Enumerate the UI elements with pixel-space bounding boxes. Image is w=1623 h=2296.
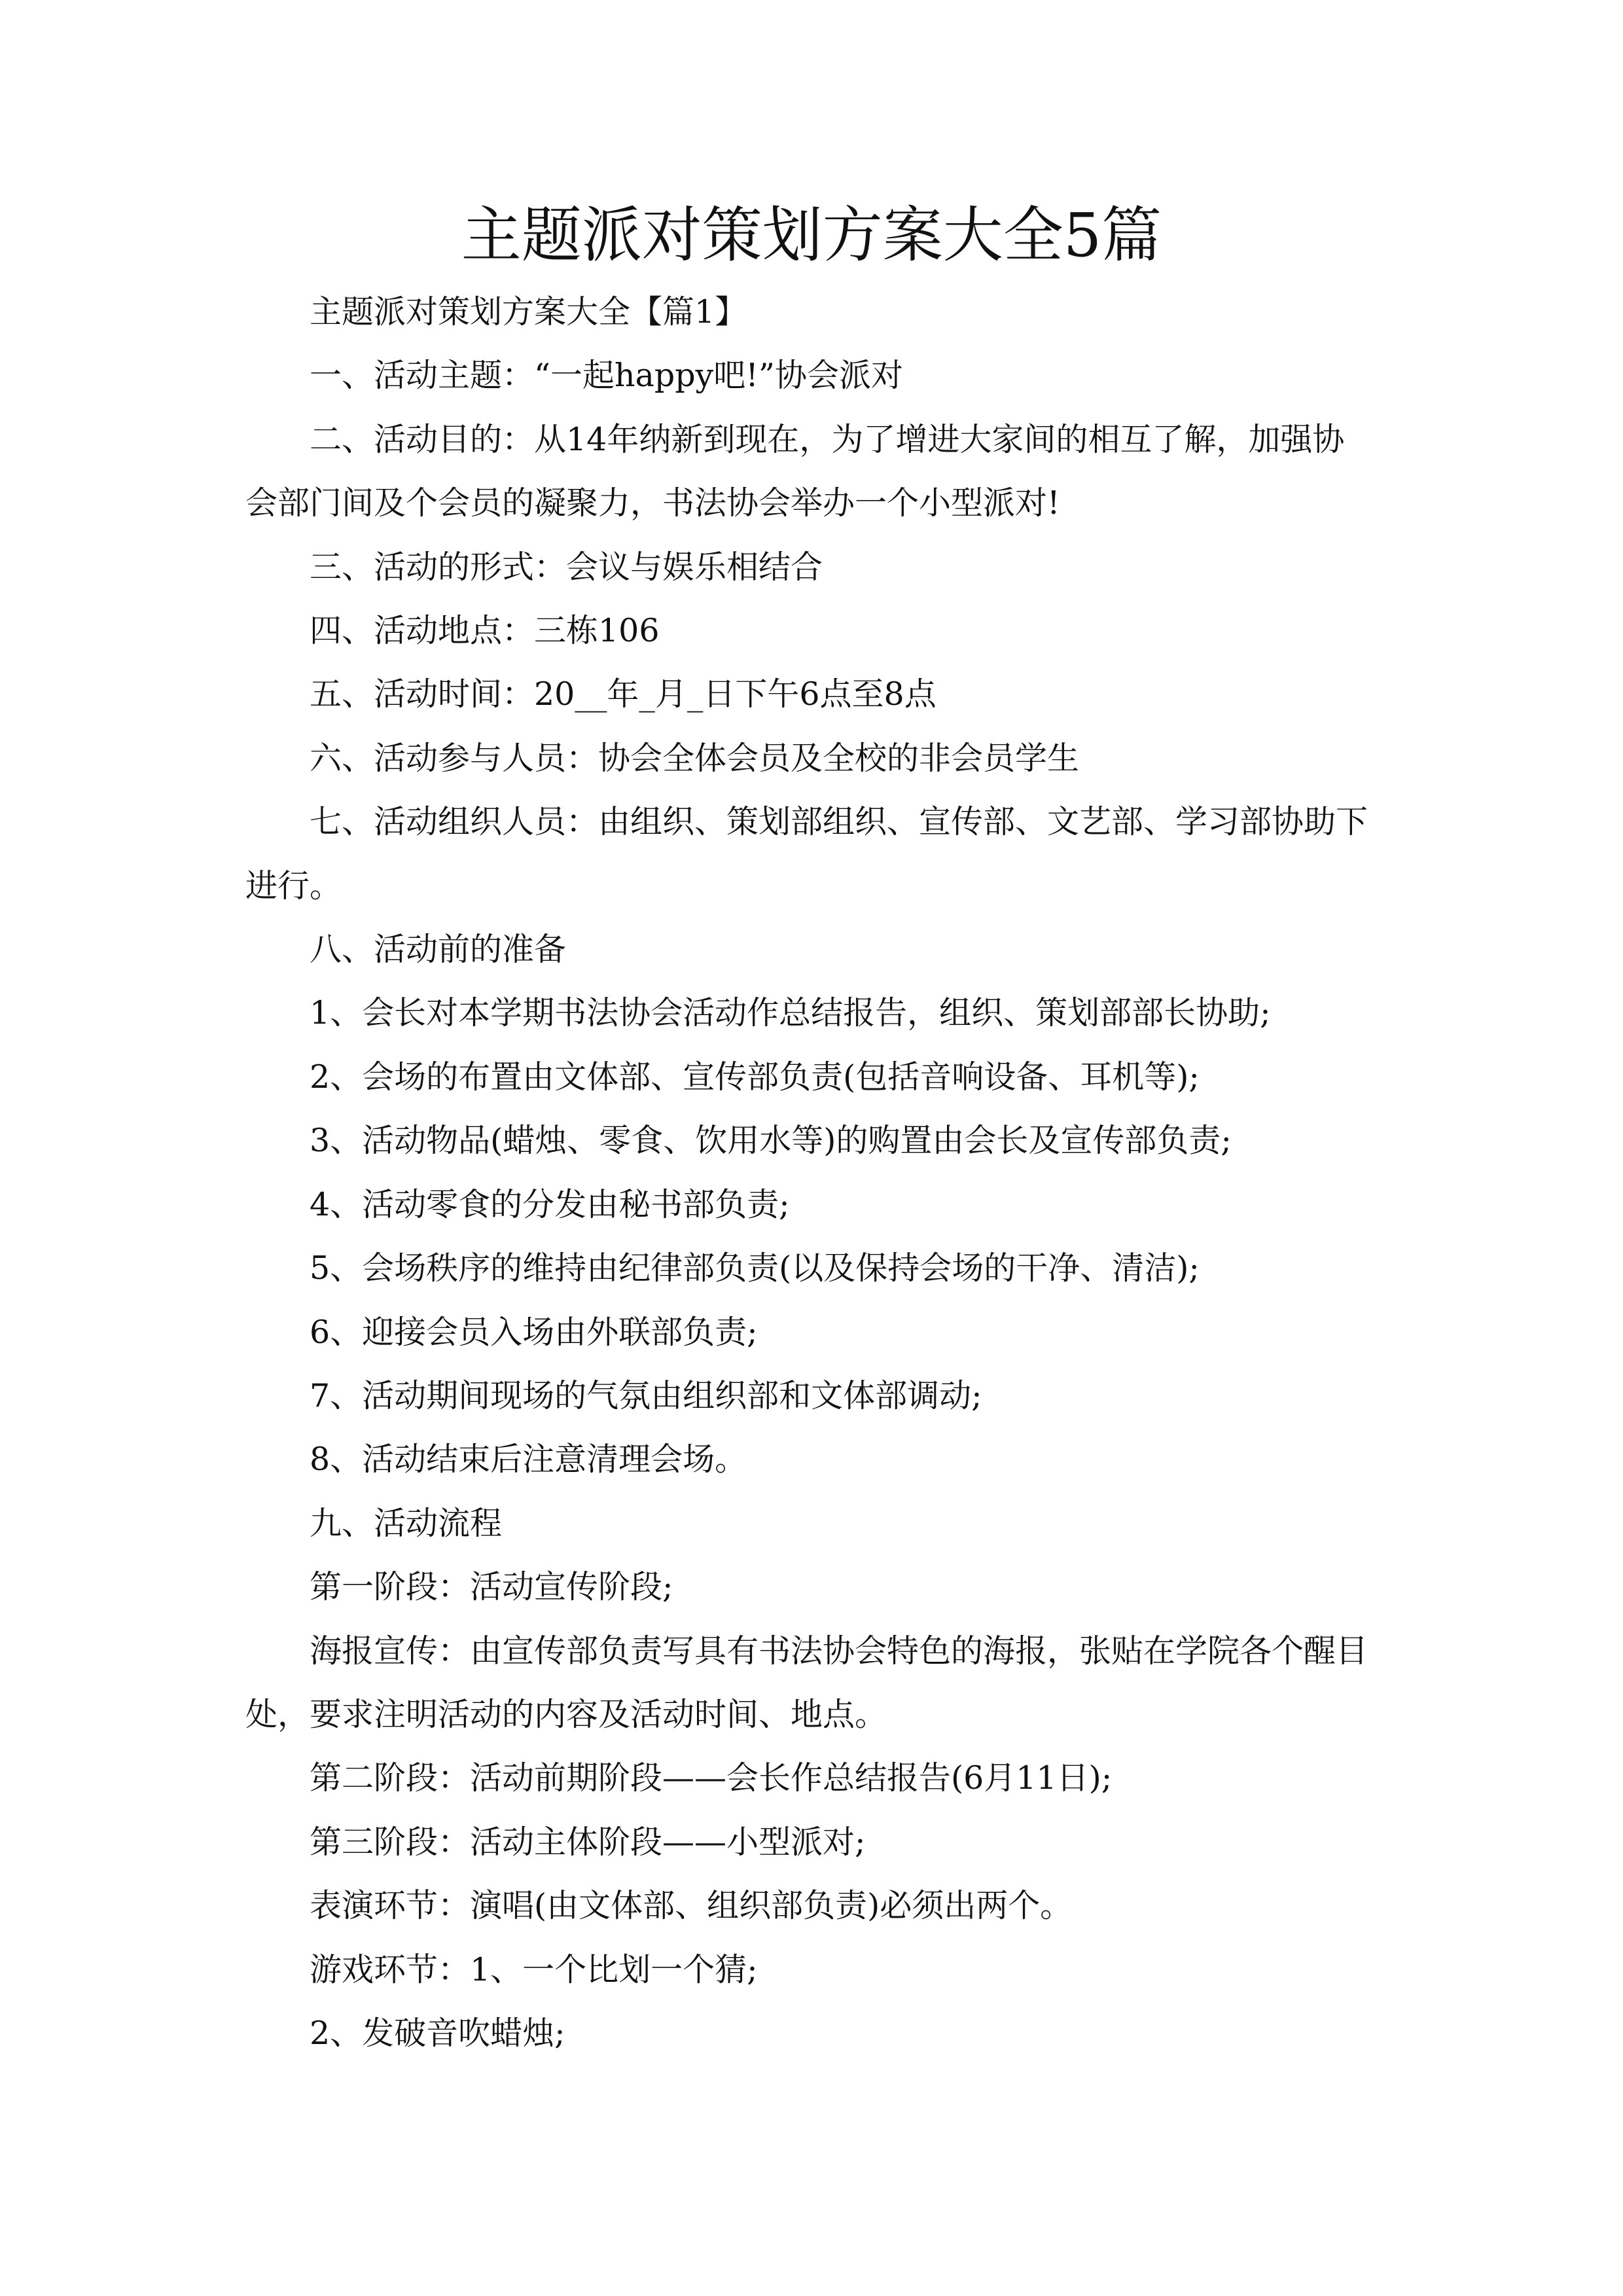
list-item: 2、会场的布置由文体部、宣传部负责(包括音响设备、耳机等); <box>310 1058 1200 1096</box>
document-body <box>245 280 1374 2065</box>
paragraph: 海报宣传：由宣传部负责写具有书法协会特色的海报，张贴在学院各个醒目处，要求注明活动的内容及活动时间、地点。 <box>245 1632 1368 1733</box>
paragraph: 二、活动目的：从14年纳新到现在，为了增进大家间的相互了解，加强协会部门间及个会员的凝聚力，书法协会举办一个小型派对! <box>245 420 1345 522</box>
paragraph: 三、活动的形式：会议与娱乐相结合 <box>310 548 823 586</box>
document-title: 主题派对策划方案大全5篇 <box>461 200 1162 270</box>
paragraph: 一、活动主题：“一起happy吧!”协会派对 <box>310 357 903 395</box>
paragraph: 表演环节：演唱(由文体部、组织部负责)必须出两个。 <box>310 1887 1073 1925</box>
paragraph: 第二阶段：活动前期阶段——会长作总结报告(6月11日); <box>310 1759 1113 1797</box>
list-item: 1、会长对本学期书法协会活动作总结报告，组织、策划部部长协助; <box>310 994 1271 1032</box>
section-heading: 主题派对策划方案大全【篇1】 <box>310 293 747 331</box>
list-item: 3、活动物品(蜡烛、零食、饮用水等)的购置由会长及宣传部负责; <box>310 1122 1232 1160</box>
paragraph: 第一阶段：活动宣传阶段; <box>310 1568 673 1606</box>
paragraph: 七、活动组织人员：由组织、策划部组织、宣传部、文艺部、学习部协助下进行。 <box>245 803 1368 905</box>
paragraph: 第三阶段：活动主体阶段——小型派对; <box>310 1823 866 1861</box>
list-item: 8、活动结束后注意清理会场。 <box>310 1441 747 1479</box>
paragraph: 游戏环节：1、一个比划一个猜; <box>310 1950 758 1988</box>
list-item: 4、活动零食的分发由秘书部负责; <box>310 1185 790 1223</box>
list-item: 7、活动期间现场的气氛由组织部和文体部调动; <box>310 1376 982 1414</box>
list-item: 5、会场秩序的维持由纪律部负责(以及保持会场的干净、清洁); <box>310 1249 1200 1287</box>
paragraph: 六、活动参与人员：协会全体会员及全校的非会员学生 <box>310 739 1080 777</box>
paragraph: 四、活动地点：三栋106 <box>310 612 660 650</box>
list-item: 6、迎接会员入场由外联部负责; <box>310 1313 758 1351</box>
paragraph: 2、发破音吹蜡烛; <box>310 2014 565 2052</box>
paragraph: 八、活动前的准备 <box>310 931 567 969</box>
paragraph: 五、活动时间：20__年_月_日下午6点至8点 <box>310 675 936 713</box>
paragraph: 九、活动流程 <box>310 1504 503 1542</box>
